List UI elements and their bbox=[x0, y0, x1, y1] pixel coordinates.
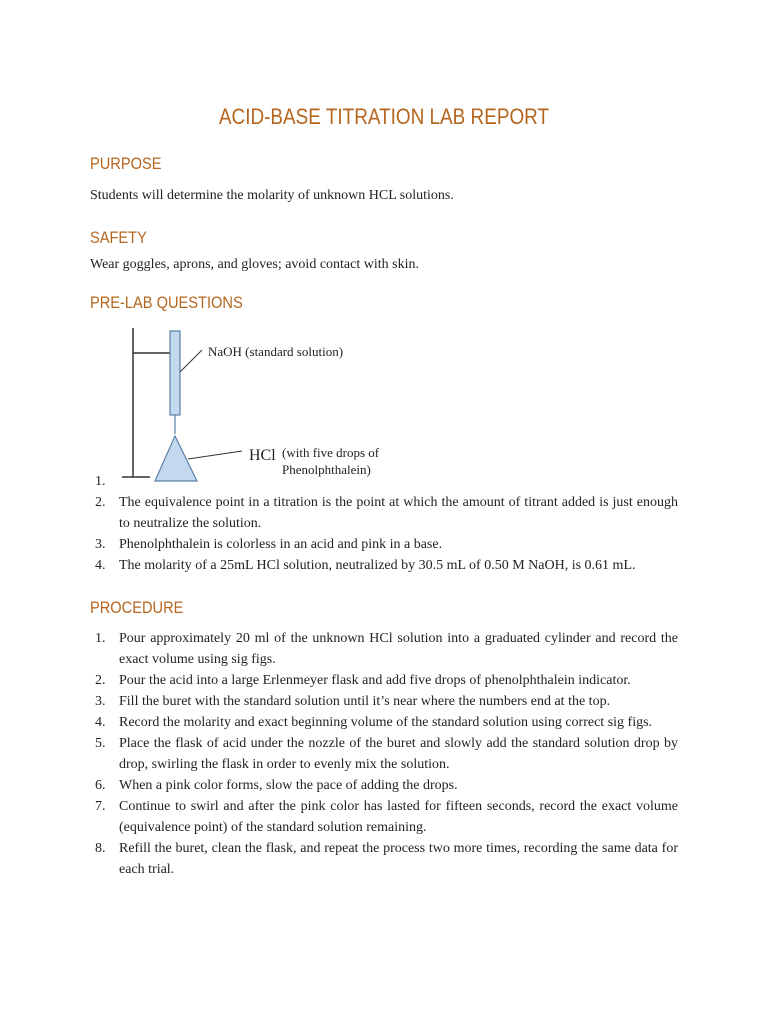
list-item: 2. Pour the acid into a large Erlenmeyer flask and add five drops of phenolphthalein indicator. bbox=[95, 673, 631, 688]
flask-note-line2: Phenolphthalein) bbox=[282, 462, 371, 477]
titration-diagram bbox=[118, 322, 438, 482]
list-item: 7. Continue to swirl and after the pink color has lasted for fifteen seconds, record the exact volume (equivalence point) of the standard solution remaining. bbox=[95, 799, 678, 835]
buret-label-pointer bbox=[180, 350, 202, 372]
list-item: 4. Record the molarity and exact beginning volume of the standard solution using correct sig figs. bbox=[95, 715, 653, 730]
report-title: ACID-BASE TITRATION LAB REPORT bbox=[218, 104, 550, 129]
list-item: 8. Refill the buret, clean the flask, and repeat the process two more times, recording the same data for each trial. bbox=[95, 841, 678, 877]
list-item: 2. The equivalence point in a titration is the point at which the amount of titrant added is just enough to neutralize the solution. bbox=[95, 495, 678, 531]
list-item: 3. Phenolphthalein is colorless in an acid and pink in a base. bbox=[95, 537, 443, 552]
flask-note-line1: (with five drops of bbox=[282, 445, 380, 460]
flask-label: HCl bbox=[249, 447, 276, 464]
safety-heading: SAFETY bbox=[90, 228, 147, 247]
purpose-text: Students will determine the molarity of unknown HCL solutions. bbox=[90, 188, 454, 203]
safety-text: Wear goggles, aprons, and gloves; avoid contact with skin. bbox=[90, 257, 419, 272]
list-item: 5. Place the flask of acid under the nozzle of the buret and slowly add the standard solution drop by drop, swirling the flask in order to evenly mix the solution. bbox=[95, 736, 678, 772]
purpose-heading: PURPOSE bbox=[90, 154, 162, 173]
prelab-heading: PRE-LAB QUESTIONS bbox=[90, 293, 243, 312]
list-item: 1. Pour approximately 20 ml of the unknown HCl solution into a graduated cylinder and record the exact volume using sig figs. bbox=[95, 631, 678, 667]
list-item: 3. Fill the buret with the standard solution until it’s near where the numbers end at the top. bbox=[95, 694, 611, 709]
procedure-heading: PROCEDURE bbox=[90, 598, 184, 617]
buret bbox=[170, 331, 180, 415]
list-item: 4. The molarity of a 25mL HCl solution, neutralized by 30.5 mL of 0.50 M NaOH, is 0.61 mL. bbox=[95, 558, 636, 573]
list-item: 6. When a pink color forms, slow the pace of adding the drops. bbox=[95, 778, 458, 793]
prelab-list bbox=[90, 492, 678, 576]
prelab-item-number-1: 1. bbox=[95, 474, 106, 489]
buret-label: NaOH (standard solution) bbox=[208, 344, 344, 359]
procedure-list bbox=[90, 628, 678, 880]
flask-label-pointer bbox=[188, 451, 242, 459]
